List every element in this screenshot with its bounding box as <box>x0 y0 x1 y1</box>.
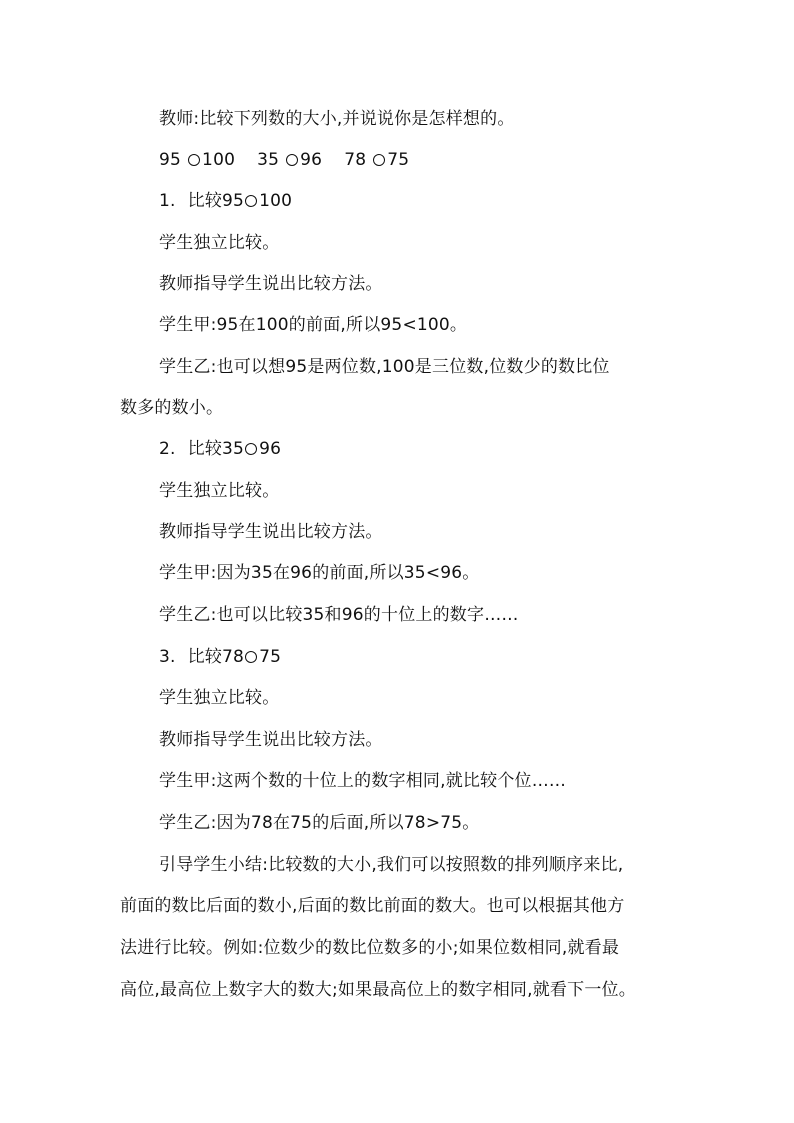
section-3-heading <box>159 645 281 669</box>
section-2-line-3: 学生甲:因为35在96的前面,所以35<96。 <box>159 563 480 583</box>
compare-circle-icon <box>245 443 257 455</box>
section-2-line-1: 学生独立比较。 <box>159 481 280 501</box>
section-3-line-3: 学生甲:这两个数的十位上的数字相同,就比较个位…… <box>159 771 567 791</box>
section-1-line-3: 学生甲:95在100的前面,所以95<100。 <box>159 315 468 335</box>
section-1-line-4b: 数多的数小。 <box>120 398 224 418</box>
compare-circle-icon <box>286 154 298 166</box>
section-3-title-a: 比较78 <box>187 647 245 667</box>
compare-circle-icon <box>188 154 200 166</box>
summary-line-1: 引导学生小结:比较数的大小,我们可以按照数的排列顺序来比, <box>159 855 624 875</box>
summary-line-2: 前面的数比后面的数小,后面的数比前面的数大。也可以根据其他方 <box>120 896 625 916</box>
compare-circle-icon <box>245 651 257 663</box>
example-2-left: 35 <box>257 150 280 170</box>
section-2-number: 2. <box>159 439 176 459</box>
section-1-line-2: 教师指导学生说出比较方法。 <box>159 274 383 294</box>
compare-circle-icon <box>373 154 385 166</box>
section-2-heading <box>159 437 281 461</box>
section-1-heading <box>159 189 292 213</box>
section-2-line-4: 学生乙:也可以比较35和96的十位上的数字…… <box>159 605 519 625</box>
section-1-title-a: 比较95 <box>187 191 245 211</box>
section-1-line-1: 学生独立比较。 <box>159 233 280 253</box>
section-2-title-b: 96 <box>259 439 282 459</box>
section-3-line-4: 学生乙:因为78在75的后面,所以78>75。 <box>159 813 480 833</box>
example-3-left: 78 <box>344 150 367 170</box>
section-1-title-b: 100 <box>259 191 293 211</box>
section-2-title-a: 比较35 <box>187 439 245 459</box>
section-3-line-2: 教师指导学生说出比较方法。 <box>159 730 383 750</box>
summary-line-3: 法进行比较。例如:位数少的数比位数多的小;如果位数相同,就看最 <box>120 938 620 958</box>
example-1-left: 95 <box>159 150 182 170</box>
section-3-line-1: 学生独立比较。 <box>159 688 280 708</box>
intro-line: 教师:比较下列数的大小,并说说你是怎样想的。 <box>159 109 515 129</box>
section-3-title-b: 75 <box>259 647 282 667</box>
compare-circle-icon <box>245 195 257 207</box>
example-2-right: 96 <box>300 150 323 170</box>
section-3-number: 3. <box>159 647 176 667</box>
example-3-right: 75 <box>387 150 410 170</box>
summary-line-4: 高位,最高位上数字大的数大;如果最高位上的数字相同,就看下一位。 <box>120 980 636 1000</box>
example-1-right: 100 <box>202 150 236 170</box>
examples-line <box>159 148 409 172</box>
section-1-line-4a: 学生乙:也可以想95是两位数,100是三位数,位数少的数比位 <box>159 357 610 377</box>
section-1-number: 1. <box>159 191 176 211</box>
section-2-line-2: 教师指导学生说出比较方法。 <box>159 522 383 542</box>
